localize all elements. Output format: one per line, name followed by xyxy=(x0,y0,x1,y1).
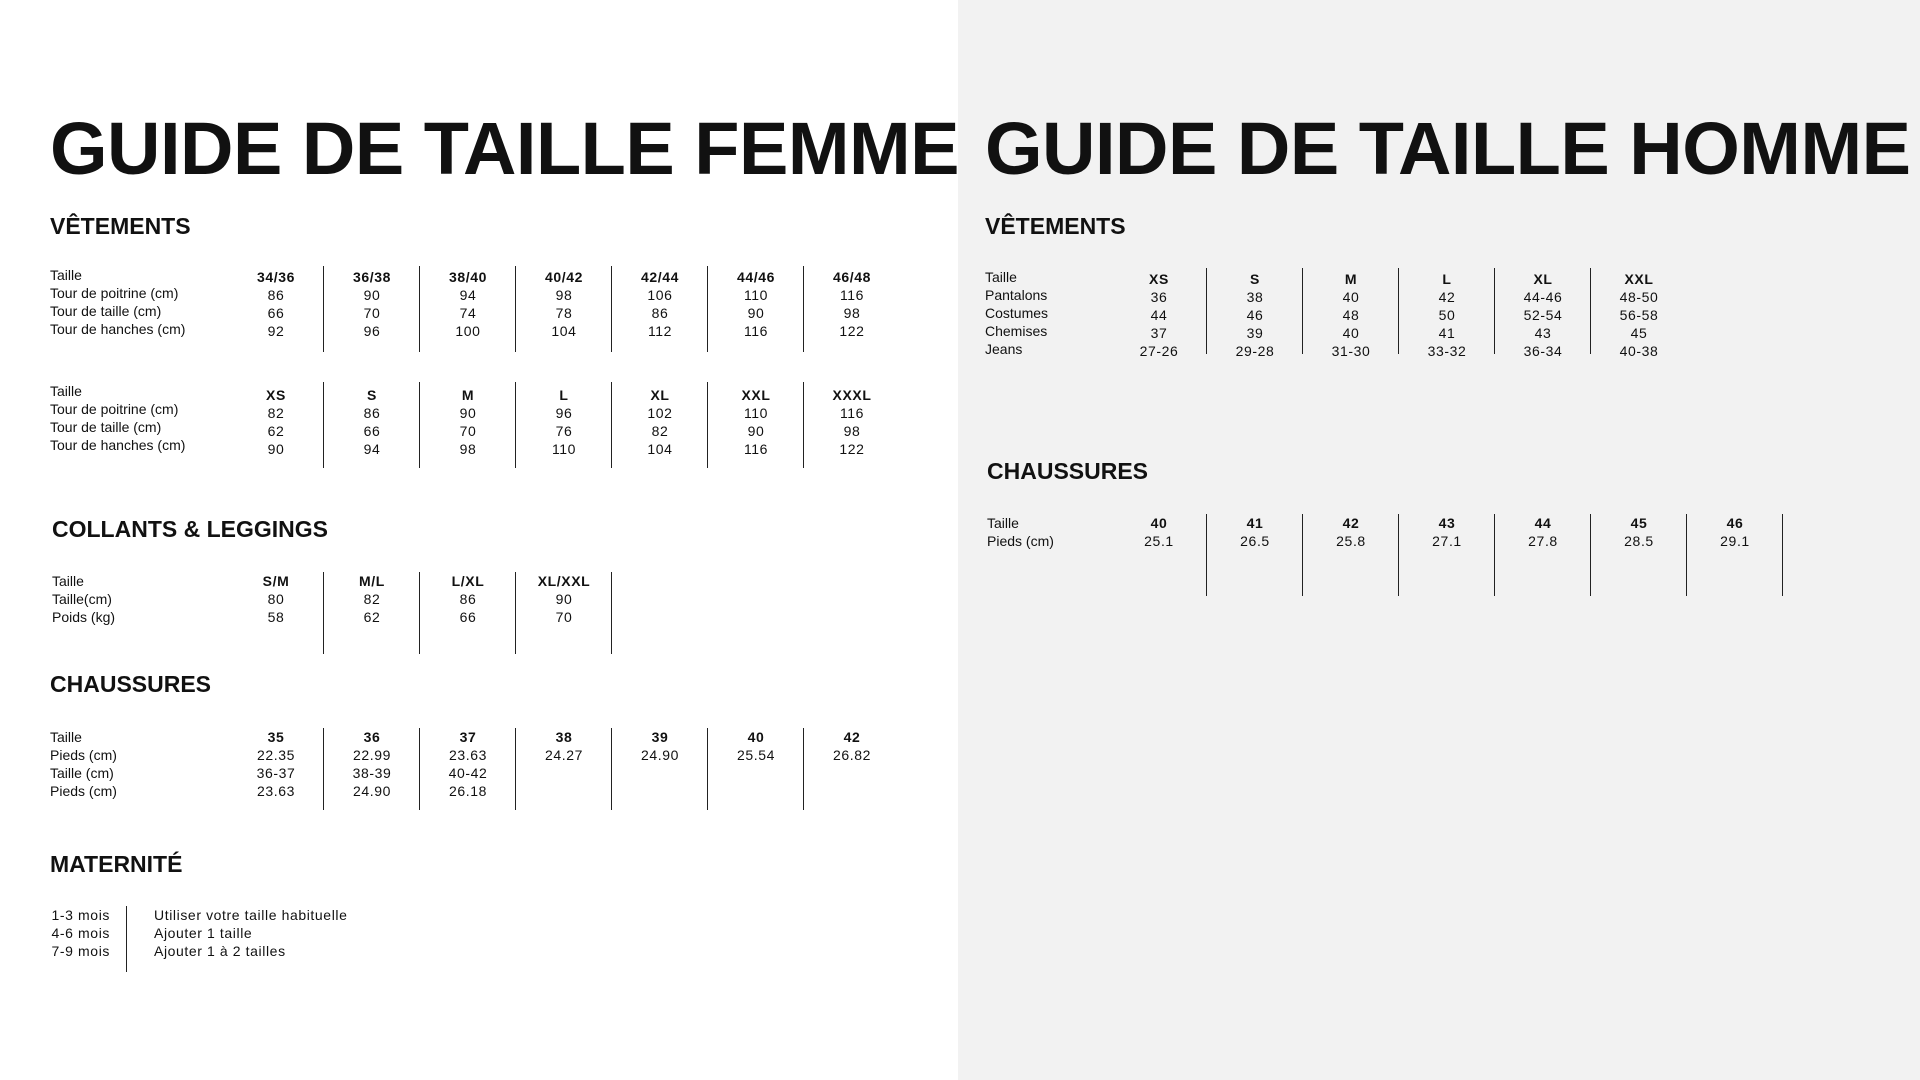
size-header: M/L xyxy=(359,573,385,589)
size-value: 78 xyxy=(555,305,573,321)
size-value: 122 xyxy=(839,441,865,457)
size-header: 34/36 xyxy=(256,269,296,285)
size-value: 24.90 xyxy=(640,747,680,763)
size-value: 38-39 xyxy=(352,765,392,781)
size-header: 42 xyxy=(1342,515,1360,531)
size-value: 112 xyxy=(647,323,673,339)
size-value: 96 xyxy=(363,323,381,339)
maternite-advice: Ajouter 1 à 2 tailles xyxy=(154,943,286,959)
size-value: 25.1 xyxy=(1144,533,1174,549)
size-value: 62 xyxy=(363,609,381,625)
size-value: 80 xyxy=(267,591,285,607)
size-header: 39 xyxy=(651,729,669,745)
size-value: 110 xyxy=(551,441,577,457)
row-label: Costumes xyxy=(985,305,1049,321)
size-value: 82 xyxy=(267,405,285,421)
size-column xyxy=(1207,514,1303,596)
row-label: Tour de poitrine (cm) xyxy=(50,285,179,301)
size-header: 36/38 xyxy=(352,269,392,285)
row-label: Poids (kg) xyxy=(52,609,116,625)
row-label: Taille xyxy=(52,573,84,589)
size-value: 116 xyxy=(743,441,769,457)
size-value: 90 xyxy=(459,405,477,421)
row-label: Taille xyxy=(50,729,82,745)
size-column xyxy=(324,572,420,654)
size-header: XXL xyxy=(741,387,771,403)
size-value: 42 xyxy=(1438,289,1456,305)
size-value: 28.5 xyxy=(1624,533,1654,549)
size-value: 25.54 xyxy=(736,747,776,763)
size-header: 38 xyxy=(555,729,573,745)
size-column xyxy=(1399,268,1495,359)
size-value: 40-42 xyxy=(448,765,488,781)
size-value: 116 xyxy=(839,405,865,421)
size-column xyxy=(1111,268,1207,359)
size-value: 104 xyxy=(551,323,577,339)
size-value: 86 xyxy=(363,405,381,421)
size-value: 24.27 xyxy=(544,747,584,763)
size-header: S xyxy=(367,387,377,403)
row-label: Taille(cm) xyxy=(52,591,112,607)
size-value: 41 xyxy=(1438,325,1456,341)
size-header: L/XL xyxy=(451,573,485,589)
size-column xyxy=(708,728,804,810)
size-value: 90 xyxy=(363,287,381,303)
size-column xyxy=(1591,514,1687,596)
size-column xyxy=(228,728,324,810)
size-column xyxy=(804,382,900,468)
size-header: 44 xyxy=(1534,515,1552,531)
size-value: 96 xyxy=(555,405,573,421)
size-column xyxy=(516,572,612,654)
row-label: Taille xyxy=(50,383,82,399)
size-header: 42 xyxy=(843,729,861,745)
size-value: 62 xyxy=(267,423,285,439)
size-value: 94 xyxy=(459,287,477,303)
size-value: 39 xyxy=(1246,325,1264,341)
size-value: 26.5 xyxy=(1240,533,1270,549)
size-value: 66 xyxy=(363,423,381,439)
size-header: S xyxy=(1250,271,1260,287)
size-header: 43 xyxy=(1438,515,1456,531)
size-column xyxy=(324,728,420,810)
size-value: 40 xyxy=(1342,289,1360,305)
size-header: 37 xyxy=(459,729,477,745)
size-value: 50 xyxy=(1438,307,1456,323)
size-value: 33-32 xyxy=(1427,343,1467,359)
size-value: 25.8 xyxy=(1336,533,1366,549)
maternite-month: 1-3 mois xyxy=(51,907,110,923)
size-column xyxy=(420,572,516,654)
size-value: 29.1 xyxy=(1720,533,1750,549)
size-column xyxy=(708,266,804,352)
size-value: 44-46 xyxy=(1523,289,1563,305)
size-column xyxy=(1303,514,1399,596)
size-value: 52-54 xyxy=(1523,307,1563,323)
size-value: 26.18 xyxy=(448,783,488,799)
size-column xyxy=(1591,268,1687,359)
size-value: 23.63 xyxy=(256,783,296,799)
size-value: 22.35 xyxy=(256,747,296,763)
size-value: 70 xyxy=(555,609,573,625)
size-column xyxy=(1399,514,1495,596)
size-value: 82 xyxy=(363,591,381,607)
size-value: 98 xyxy=(843,423,861,439)
size-value: 36-37 xyxy=(256,765,296,781)
size-value: 22.99 xyxy=(352,747,392,763)
size-header: XL xyxy=(1533,271,1553,287)
size-header: 35 xyxy=(267,729,285,745)
size-value: 110 xyxy=(743,287,769,303)
maternite-month: 7-9 mois xyxy=(51,943,110,959)
size-value: 122 xyxy=(839,323,865,339)
size-value: 86 xyxy=(459,591,477,607)
size-value: 76 xyxy=(555,423,573,439)
size-value: 90 xyxy=(555,591,573,607)
size-header: XL xyxy=(650,387,670,403)
size-value: 66 xyxy=(459,609,477,625)
size-column xyxy=(1207,268,1303,359)
maternite-table xyxy=(46,906,386,972)
row-label: Chemises xyxy=(985,323,1048,339)
femme-vetements-title: VÊTEMENTS xyxy=(50,213,191,239)
size-column xyxy=(708,382,804,468)
row-label: Tour de poitrine (cm) xyxy=(50,401,179,417)
homme-vetements-title: VÊTEMENTS xyxy=(985,213,1126,239)
size-value: 36 xyxy=(1150,289,1168,305)
femme-collants-title: COLLANTS & LEGGINGS xyxy=(52,516,328,542)
size-value: 86 xyxy=(267,287,285,303)
size-value: 104 xyxy=(647,441,673,457)
size-value: 110 xyxy=(743,405,769,421)
size-column xyxy=(516,728,612,810)
size-value: 70 xyxy=(363,305,381,321)
size-value: 40-38 xyxy=(1619,343,1659,359)
size-header: 40/42 xyxy=(544,269,584,285)
size-value: 29-28 xyxy=(1235,343,1275,359)
maternite-advice: Utiliser votre taille habituelle xyxy=(154,907,348,923)
size-value: 74 xyxy=(459,305,477,321)
size-column xyxy=(324,266,420,352)
maternite-month: 4-6 mois xyxy=(51,925,110,941)
size-header: 44/46 xyxy=(736,269,776,285)
row-label: Taille xyxy=(985,269,1017,285)
size-value: 106 xyxy=(647,287,673,303)
row-label: Pieds (cm) xyxy=(50,783,117,799)
size-column xyxy=(516,266,612,352)
size-value: 23.63 xyxy=(448,747,488,763)
size-value: 26.82 xyxy=(832,747,872,763)
size-value: 27.8 xyxy=(1528,533,1558,549)
size-header: XXXL xyxy=(832,387,872,403)
size-value: 48-50 xyxy=(1619,289,1659,305)
size-value: 94 xyxy=(363,441,381,457)
size-value: 43 xyxy=(1534,325,1552,341)
size-header: 45 xyxy=(1630,515,1648,531)
size-header: 38/40 xyxy=(448,269,488,285)
femme-maternite-title: MATERNITÉ xyxy=(50,851,183,877)
row-label: Taille xyxy=(987,515,1019,531)
size-column xyxy=(228,572,324,654)
size-header: L xyxy=(559,387,569,403)
row-label: Tour de hanches (cm) xyxy=(50,437,186,453)
size-header: M xyxy=(1344,271,1358,287)
size-value: 98 xyxy=(555,287,573,303)
size-value: 100 xyxy=(455,323,481,339)
maternite-divider xyxy=(126,906,127,972)
size-header: 36 xyxy=(363,729,381,745)
size-header: L xyxy=(1442,271,1452,287)
femme-guide-title: GUIDE DE TAILLE FEMME xyxy=(50,107,960,190)
size-header: S/M xyxy=(262,573,290,589)
size-value: 37 xyxy=(1150,325,1168,341)
size-header: 40 xyxy=(747,729,765,745)
size-value: 48 xyxy=(1342,307,1360,323)
size-header: 42/44 xyxy=(640,269,680,285)
size-header: XL/XXL xyxy=(537,573,591,589)
size-column xyxy=(420,728,516,810)
size-value: 27.1 xyxy=(1432,533,1462,549)
size-value: 27-26 xyxy=(1139,343,1179,359)
size-column xyxy=(1495,268,1591,359)
size-value: 66 xyxy=(267,305,285,321)
size-column xyxy=(612,266,708,352)
size-value: 45 xyxy=(1630,325,1648,341)
size-column xyxy=(612,382,708,468)
size-value: 56-58 xyxy=(1619,307,1659,323)
homme-guide-title: GUIDE DE TAILLE HOMME xyxy=(985,107,1911,190)
size-value: 58 xyxy=(267,609,285,625)
size-value: 44 xyxy=(1150,307,1168,323)
homme-chaussures-title: CHAUSSURES xyxy=(987,458,1149,484)
size-header: 46 xyxy=(1726,515,1744,531)
size-column xyxy=(612,728,708,810)
size-column xyxy=(420,266,516,352)
size-column xyxy=(804,728,900,810)
row-label: Taille xyxy=(50,267,82,283)
size-value: 86 xyxy=(651,305,669,321)
size-value: 31-30 xyxy=(1331,343,1371,359)
size-header: 41 xyxy=(1246,515,1264,531)
size-value: 98 xyxy=(843,305,861,321)
maternite-advice: Ajouter 1 taille xyxy=(154,925,253,941)
row-label: Tour de taille (cm) xyxy=(50,303,162,319)
size-column xyxy=(228,382,324,468)
size-header: XXL xyxy=(1624,271,1654,287)
size-header: XS xyxy=(1149,271,1169,287)
size-value: 98 xyxy=(459,441,477,457)
row-label: Pieds (cm) xyxy=(50,747,117,763)
size-header: XS xyxy=(266,387,286,403)
size-value: 46 xyxy=(1246,307,1264,323)
size-value: 90 xyxy=(267,441,285,457)
size-value: 116 xyxy=(839,287,865,303)
size-value: 102 xyxy=(647,405,673,421)
size-value: 36-34 xyxy=(1523,343,1563,359)
size-header: 46/48 xyxy=(832,269,872,285)
row-label: Tour de hanches (cm) xyxy=(50,321,186,337)
size-value: 90 xyxy=(747,423,765,439)
size-column xyxy=(228,266,324,352)
size-column xyxy=(420,382,516,468)
row-label: Pieds (cm) xyxy=(987,533,1054,549)
row-label: Pantalons xyxy=(985,287,1048,303)
row-label: Jeans xyxy=(985,341,1023,357)
size-header: 40 xyxy=(1150,515,1168,531)
size-column xyxy=(1303,268,1399,359)
size-header: M xyxy=(461,387,475,403)
size-value: 24.90 xyxy=(352,783,392,799)
size-column xyxy=(324,382,420,468)
size-value: 40 xyxy=(1342,325,1360,341)
size-column xyxy=(516,382,612,468)
size-column xyxy=(804,266,900,352)
size-column xyxy=(1687,514,1783,596)
row-label: Tour de taille (cm) xyxy=(50,419,162,435)
size-value: 38 xyxy=(1246,289,1264,305)
size-value: 92 xyxy=(267,323,285,339)
row-label: Taille (cm) xyxy=(50,765,114,781)
size-value: 90 xyxy=(747,305,765,321)
size-value: 82 xyxy=(651,423,669,439)
size-column xyxy=(1495,514,1591,596)
size-value: 70 xyxy=(459,423,477,439)
femme-chaussures-title: CHAUSSURES xyxy=(50,671,212,697)
size-value: 116 xyxy=(743,323,769,339)
size-column xyxy=(1111,514,1207,596)
